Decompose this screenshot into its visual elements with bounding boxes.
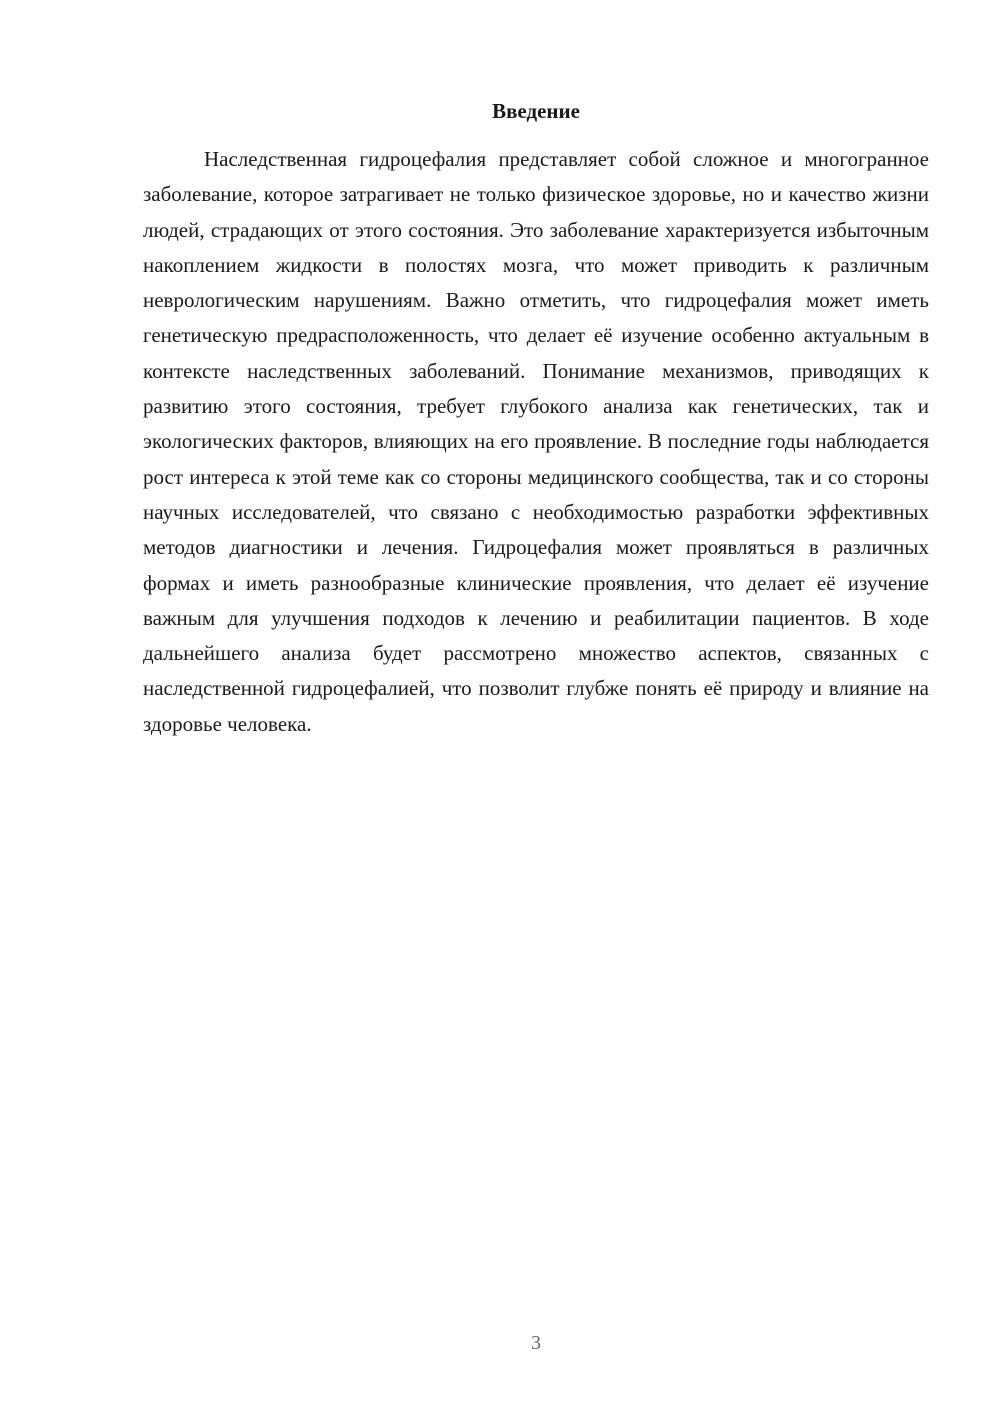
body-paragraph: Наследственная гидроцефалия представляет собой сложное и многогранное заболевание, которое затрагивает не только физическое здоровье, но и качество жизни людей, страдающих от этого состояния. Это заболевание характеризуется избыточным накоплением жидкости в полостях мозга, что может приводить к различным неврологическим нарушениям. Важно отметить, что гидроцефалия может иметь генетическую предрасположенность, что делает её изучение особенно актуальным в контексте наследственных заболеваний. Понимание механизмов, приводящих к развитию этого состояния, требует глубокого анализа как генетических, так и экологических факторов, влияющих на его проявление. В последние годы наблюдается рост интереса к этой теме как со стороны медицинского сообщества, так и со стороны научных исследователей, что связано с необходимостью разработки эффективных методов диагностики и лечения. Гидроцефалия может проявляться в различных формах и иметь разнообразные клинические проявления, что делает её изучение важным для улучшения подходов к лечению и реабилитации пациентов. В ходе дальнейшего анализа будет рассмотрено множество аспектов, связанных с наследственной гидроцефалией, что позволит глубже понять её природу и влияние на здоровье человека. — [143, 147, 929, 736]
page-number: 3 — [531, 1332, 541, 1354]
section-heading: Введение — [492, 99, 580, 123]
